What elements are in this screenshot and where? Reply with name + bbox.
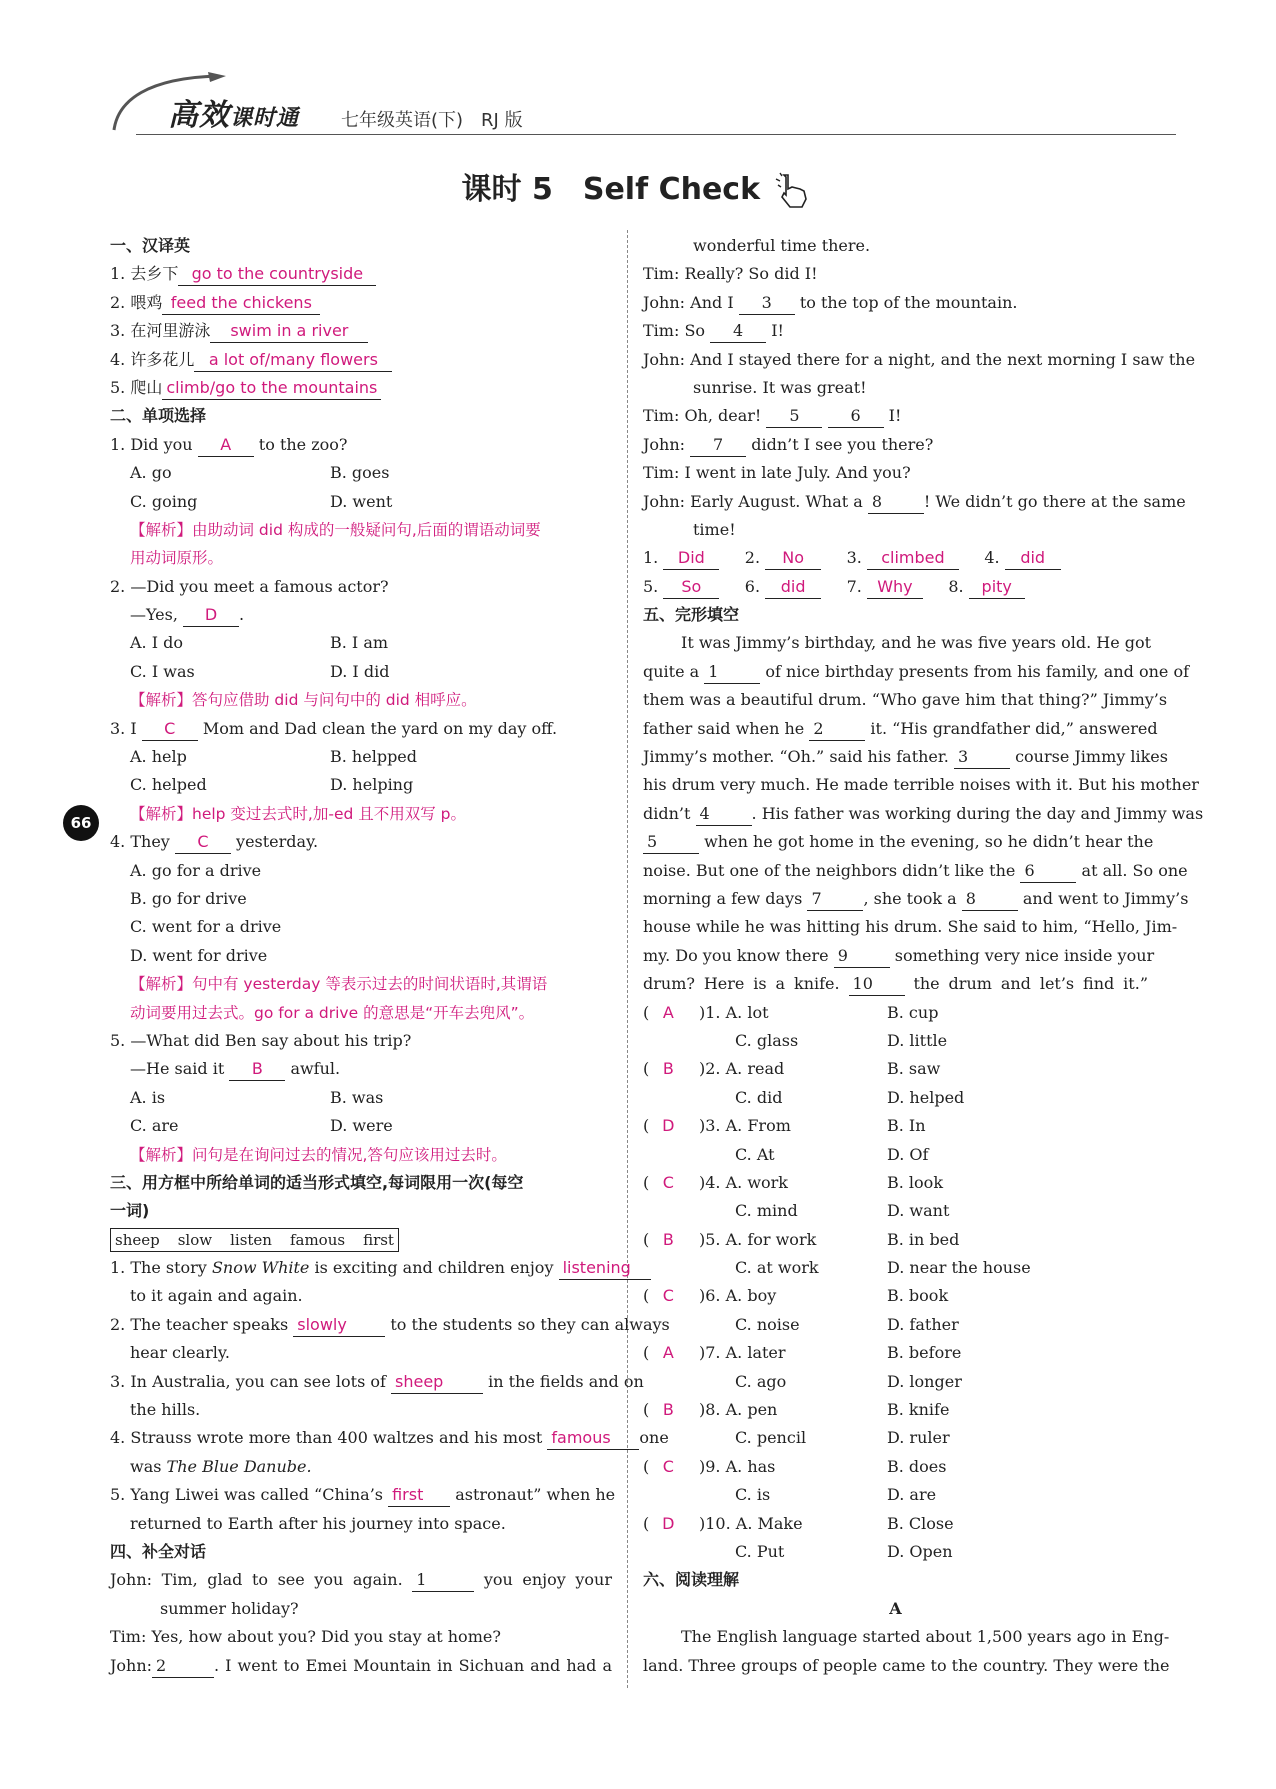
answer-blank: listening — [559, 1257, 651, 1280]
passage-text: . His father was working during the day and Jimmy was — [751, 803, 1204, 823]
dialogue-line: Tim: Yes, how about you? Did you stay at home? — [110, 1627, 501, 1647]
cloze-option: B. book — [887, 1286, 949, 1306]
fill-item — [110, 1311, 670, 1339]
dialogue-line — [110, 1566, 612, 1594]
cloze-item-cont — [643, 1197, 1148, 1225]
cloze-item — [643, 1055, 1148, 1083]
dialogue-blank: 5 — [766, 405, 822, 428]
cloze-option: D. helped — [887, 1087, 965, 1107]
cloze-option: C. ago — [735, 1371, 787, 1391]
dialogue-text: to the top of the mountain. — [799, 292, 1018, 312]
option: D. went for drive — [130, 945, 268, 965]
passage-line — [643, 885, 1189, 913]
question-text: to the zoo? — [258, 434, 348, 454]
options-row — [110, 771, 612, 799]
answer-blank: Why — [867, 576, 923, 599]
answer-blank: did — [765, 576, 821, 599]
item-prompt: 2. 喂鸡 — [110, 292, 163, 312]
cloze-option: )2. A. read — [699, 1059, 785, 1079]
dialogue-blank: 7 — [690, 434, 746, 457]
answer-blank: did — [1005, 547, 1061, 570]
cloze-option: D. father — [887, 1314, 959, 1334]
word-box-word: sheep — [115, 1230, 160, 1249]
cloze-option: )8. A. pen — [699, 1400, 778, 1420]
passage-text: and went to Jimmy’s — [1022, 888, 1189, 908]
option: D. helping — [330, 775, 414, 795]
option: B. was — [330, 1087, 384, 1107]
answer-bracket: ( B — [643, 1055, 699, 1083]
cloze-option: C. did — [735, 1087, 783, 1107]
options-row — [110, 459, 612, 487]
cloze-option: D. are — [887, 1485, 937, 1505]
brand-big: 高效 — [168, 98, 230, 133]
answer-bracket: ( B — [643, 1226, 699, 1254]
cloze-option: B. look — [887, 1172, 944, 1192]
header-rule — [136, 134, 1176, 135]
answer-row: 5. So 6. did 7. Why 8. pity — [643, 573, 1148, 601]
exercise-item — [110, 289, 612, 317]
item-prompt: 3. 在河里游泳 — [110, 321, 211, 341]
passage-line: house while he was hitting his drum. She said to him, “Hello, Jim- — [643, 917, 1178, 937]
explanation: 【解析】句中有 yesterday 等表示过去的时间状语时,其谓语 — [130, 975, 548, 994]
item-prompt: 4. 许多花儿 — [110, 349, 195, 369]
option: C. going — [130, 491, 198, 511]
dialogue-text: ! We didn’t go there at the same — [923, 491, 1186, 511]
dialogue-text: John: Tim, glad to see you again. — [110, 1570, 403, 1590]
word-box-word: listen — [230, 1230, 272, 1249]
option: A. go for a drive — [130, 860, 262, 880]
cloze-option: B. in bed — [887, 1229, 960, 1249]
cloze-option: D. want — [887, 1201, 950, 1221]
cloze-option: C. pencil — [735, 1428, 807, 1448]
question-text: 3. I — [110, 718, 137, 738]
item-text: in the fields and on — [488, 1371, 644, 1391]
answer-bracket: ( D — [643, 1510, 699, 1538]
cloze-answer: B — [662, 1229, 674, 1249]
option: A. help — [130, 747, 187, 767]
dialogue-text: John: Early August. What a — [643, 491, 863, 511]
cloze-option: B. cup — [887, 1002, 939, 1022]
cloze-option: B. knife — [887, 1400, 950, 1420]
answer-bracket: ( D — [643, 1112, 699, 1140]
cloze-item — [643, 1169, 1148, 1197]
fill-item — [110, 1481, 616, 1509]
dialogue-line — [643, 431, 1148, 459]
cloze-option: C. mind — [735, 1201, 798, 1221]
fill-item-cont: to it again and again. — [130, 1286, 303, 1306]
section-heading: 二、单项选择 — [110, 406, 207, 426]
passage-line — [643, 942, 1155, 970]
cloze-option: D. little — [887, 1030, 948, 1050]
passage-blank: 3 — [954, 746, 1010, 769]
answer-blank: pity — [969, 576, 1025, 599]
question — [110, 828, 612, 856]
option: A. is — [130, 1087, 166, 1107]
dialogue-line: wonderful time there. — [693, 236, 871, 255]
cloze-option: D. ruler — [887, 1428, 950, 1448]
answer-blank: climbed — [867, 547, 959, 570]
answer-blank: swim in a river — [210, 320, 368, 343]
cloze-option: )9. A. has — [699, 1456, 776, 1476]
cloze-option: C. At — [735, 1144, 775, 1164]
option: A. I do — [130, 633, 184, 653]
dialogue-text: John: — [643, 434, 686, 454]
explanation: 【解析】答句应借助 did 与问句中的 did 相呼应。 — [130, 691, 477, 710]
cloze-answer: A — [662, 1002, 674, 1022]
cloze-option: B. saw — [887, 1059, 941, 1079]
answer-bracket: ( B — [643, 1396, 699, 1424]
cloze-item-cont — [643, 1027, 1148, 1055]
passage-text: Jimmy’s mother. “Oh.” said his father. — [643, 747, 949, 767]
dialogue-blank: 8 — [868, 491, 924, 514]
passage-line — [643, 715, 1158, 743]
dialogue-line — [643, 402, 1148, 430]
answer-blank: a lot of/many flowers — [194, 349, 392, 372]
question: 5. —What did Ben say about his trip? — [110, 1030, 412, 1050]
question-text: —Yes, — [130, 605, 178, 625]
dialogue-text: Tim: Oh, dear! — [643, 406, 762, 426]
exercise-item — [110, 374, 612, 402]
answer-blank: climb/go to the mountains — [162, 377, 381, 400]
dialogue-blank: 6 — [828, 405, 884, 428]
answer-bracket: ( A — [643, 999, 699, 1027]
passage-blank: 9 — [834, 945, 890, 968]
passage-blank: 10 — [849, 973, 905, 996]
passage-text: of nice birthday presents from his family, and one of — [765, 661, 1190, 681]
fill-item — [110, 1424, 669, 1452]
passage-line — [643, 857, 1188, 885]
section-heading: 四、补全对话 — [110, 1541, 207, 1561]
cloze-answer: C — [662, 1172, 674, 1192]
answer-bracket: ( C — [643, 1169, 699, 1197]
passage-text: noise. But one of the neighbors didn’t like the — [643, 860, 1016, 880]
question: 2. —Did you meet a famous actor? — [110, 576, 389, 596]
item-text: to the students so they can always — [390, 1314, 670, 1334]
item-text: 2. The teacher speaks — [110, 1314, 289, 1334]
passage-line: land. Three groups of people came to the country. They were the — [643, 1655, 1170, 1675]
cloze-item — [643, 1282, 1148, 1310]
answer-blank: Did — [663, 547, 719, 570]
exercise-item — [110, 317, 612, 345]
cloze-option: C. noise — [735, 1314, 800, 1334]
item-text: 1. The story — [110, 1258, 207, 1278]
passage-text: didn’t — [643, 803, 691, 823]
word-box-row — [110, 1226, 612, 1254]
answer-blank: first — [388, 1484, 450, 1507]
word-box-word: first — [363, 1230, 394, 1249]
item-text: 4. Strauss wrote more than 400 waltzes and his most — [110, 1428, 543, 1448]
dialogue-text: . I went to Emei Mountain in Sichuan and had a — [214, 1655, 612, 1675]
cloze-option: )3. A. From — [699, 1116, 791, 1136]
option: C. are — [130, 1116, 179, 1136]
cloze-option: D. Of — [887, 1144, 929, 1164]
passage-text: at all. So one — [1081, 860, 1188, 880]
passage-blank: 4 — [696, 803, 752, 826]
passage-line — [643, 658, 1190, 686]
answer-blank: C — [175, 831, 231, 854]
fill-item-cont — [110, 1453, 612, 1481]
dialogue-blank: 4 — [710, 320, 766, 343]
option: B. helpped — [330, 747, 418, 767]
dialogue-blank: 2 — [152, 1655, 214, 1678]
passage-blank: 2 — [809, 718, 865, 741]
answer-blank: So — [663, 576, 719, 599]
cloze-item — [643, 1226, 1148, 1254]
cloze-option: D. longer — [887, 1371, 962, 1391]
answer-blank: famous — [547, 1427, 639, 1450]
passage-blank: 6 — [1020, 860, 1076, 883]
options-row — [110, 658, 612, 686]
question — [110, 431, 612, 459]
option: B. go for drive — [130, 888, 247, 908]
fill-item-cont: hear clearly. — [130, 1343, 230, 1363]
dialogue-blank: 3 — [739, 292, 795, 315]
answer-blank: B — [229, 1058, 285, 1081]
answer-blank: sheep — [391, 1371, 483, 1394]
options-row — [110, 1112, 612, 1140]
passage-blank: 8 — [962, 888, 1018, 911]
dialogue-text: John: And I — [643, 292, 734, 312]
answer-bracket: ( C — [643, 1282, 699, 1310]
item-text: The Blue Danube. — [166, 1456, 312, 1476]
fill-item-cont: returned to Earth after his journey into space. — [130, 1513, 506, 1533]
answer-blank: go to the countryside — [178, 263, 376, 286]
section-heading: 一词) — [110, 1201, 150, 1221]
fill-item — [110, 1254, 631, 1282]
answer-blank: feed the chickens — [162, 292, 320, 315]
passage-text: something very nice inside your — [894, 945, 1155, 965]
question-text: yesterday. — [236, 832, 319, 852]
cloze-option: B. before — [887, 1343, 962, 1363]
item-text: astronaut” when he — [455, 1485, 616, 1505]
word-box-word: slow — [177, 1230, 213, 1249]
dialogue-line — [110, 1652, 612, 1680]
passage-text: when he got home in the evening, so he didn’t hear the — [704, 832, 1154, 852]
cloze-item-cont — [643, 1141, 1148, 1169]
passage-text: quite a — [643, 661, 700, 681]
cloze-answer: D — [662, 1116, 675, 1136]
cloze-option: C. is — [735, 1485, 771, 1505]
answer-bracket: ( C — [643, 1453, 699, 1481]
item-text: 3. In Australia, you can see lots of — [110, 1371, 386, 1391]
cloze-answer: D — [662, 1513, 675, 1533]
dialogue-line: summer holiday? — [160, 1598, 299, 1618]
question-text: awful. — [290, 1059, 341, 1079]
question — [110, 715, 612, 743]
item-text: 5. Yang Liwei was called “China’s — [110, 1485, 383, 1505]
answer-blank: D — [183, 604, 239, 627]
cloze-option: D. near the house — [887, 1258, 1031, 1278]
word-box — [110, 1228, 399, 1252]
passage-text: father said when he — [643, 718, 805, 738]
option: B. goes — [330, 463, 390, 483]
answer-blank: C — [142, 718, 198, 741]
passage-blank: 7 — [807, 888, 863, 911]
dialogue-text: you enjoy your — [483, 1570, 612, 1590]
lesson-title-text: 课时 5 Self Check — [461, 172, 761, 207]
passage-line: It was Jimmy’s birthday, and he was five years old. He got — [681, 633, 1152, 653]
item-text: one — [639, 1428, 669, 1448]
page-number: 66 — [63, 805, 99, 841]
dialogue-text: didn’t I see you there? — [751, 434, 934, 454]
passage-text: morning a few days — [643, 888, 803, 908]
cloze-items — [643, 999, 1148, 1567]
dialogue-line — [643, 289, 1148, 317]
answer-bracket: ( A — [643, 1339, 699, 1367]
word-box-word: famous — [289, 1230, 346, 1249]
dialogue-line: time! — [693, 519, 736, 539]
passage-line — [643, 970, 1148, 998]
option: C. went for a drive — [130, 917, 282, 937]
passage-line — [643, 743, 1168, 771]
brand-title — [168, 90, 299, 134]
question — [110, 601, 612, 629]
passage-line — [643, 828, 1154, 856]
section-heading: 六、阅读理解 — [643, 1570, 740, 1590]
brand-small: 课时通 — [230, 105, 300, 131]
passage-text: , she took a — [863, 888, 957, 908]
cloze-option: B. In — [887, 1116, 926, 1136]
answer-blank: slowly — [293, 1314, 385, 1337]
dialogue-line — [643, 488, 1186, 516]
section-heading: 一、汉译英 — [110, 236, 191, 255]
item-prompt: 5. 爬山 — [110, 377, 163, 397]
cloze-item — [643, 1396, 1148, 1424]
question-text: —He said it — [130, 1059, 225, 1079]
option: C. I was — [130, 661, 195, 681]
cloze-option: )7. A. later — [699, 1343, 786, 1363]
lesson-title — [0, 164, 1276, 211]
cloze-answer: C — [662, 1286, 674, 1306]
passage-label: A — [889, 1598, 902, 1618]
dialogue-text: John: — [110, 1655, 153, 1675]
dialogue-line: sunrise. It was great! — [693, 377, 867, 397]
options-row — [110, 629, 612, 657]
item-text: Snow White — [211, 1258, 310, 1278]
passage-text: course Jimmy likes — [1015, 747, 1168, 767]
option: D. went — [330, 491, 393, 511]
explanation: 【解析】help 变过去式时,加-ed 且不用双写 p。 — [130, 804, 467, 823]
answer-blank: A — [198, 434, 254, 457]
dialogue-text: I! — [888, 406, 902, 426]
explanation: 【解析】问句是在询问过去的情况,答句应该用过去时。 — [130, 1145, 507, 1164]
cloze-option: D. Open — [887, 1541, 953, 1561]
passage-text: the drum and let’s find it.” — [913, 974, 1148, 994]
option: B. I am — [330, 633, 389, 653]
question-text: 4. They — [110, 832, 170, 852]
pointing-hand-icon — [774, 171, 814, 211]
section-heading: 五、完形填空 — [643, 605, 740, 625]
explanation: 用动词原形。 — [130, 549, 224, 568]
fill-item — [110, 1368, 644, 1396]
cloze-item-cont — [643, 1311, 1148, 1339]
passage-line: them was a beautiful drum. “Who gave him that thing?” Jimmy’s — [643, 690, 1168, 710]
item-prompt: 1. 去乡下 — [110, 264, 179, 284]
book-subtitle: 七年级英语(下) RJ 版 — [341, 110, 523, 131]
dialogue-text: Tim: So — [643, 321, 706, 341]
passage-text: my. Do you know there — [643, 945, 829, 965]
cloze-option: B. Close — [887, 1513, 954, 1533]
right-column — [643, 232, 1204, 1680]
cloze-option: C. glass — [735, 1030, 799, 1050]
cloze-option: C. Put — [735, 1541, 785, 1561]
cloze-option: B. does — [887, 1456, 947, 1476]
question-text: 1. Did you — [110, 434, 193, 454]
options-row — [110, 743, 612, 771]
answer-blank: No — [765, 547, 821, 570]
cloze-answer: C — [662, 1456, 674, 1476]
passage-blank: 5 — [643, 831, 699, 854]
cloze-option: )1. A. lot — [699, 1002, 769, 1022]
passage-line: his drum very much. He made terrible noises with it. But his mother — [643, 775, 1199, 795]
question — [110, 1055, 612, 1083]
cloze-option: )4. A. work — [699, 1172, 788, 1192]
cloze-item-cont — [643, 1254, 1148, 1282]
options-row — [110, 1084, 612, 1112]
cloze-item — [643, 1112, 1148, 1140]
passage-line — [643, 800, 1204, 828]
column-divider — [627, 230, 628, 1688]
item-text: is exciting and children enjoy — [314, 1258, 554, 1278]
cloze-item — [643, 1510, 1148, 1538]
cloze-item-cont — [643, 1084, 1148, 1112]
cloze-option: )5. A. for work — [699, 1229, 817, 1249]
cloze-answer: A — [662, 1343, 674, 1363]
explanation: 动词要用过去式。go for a drive 的意思是“开车去兜风”。 — [130, 1003, 535, 1022]
exercise-item — [110, 260, 612, 288]
cloze-item-cont — [643, 1481, 1148, 1509]
cloze-answer: B — [662, 1059, 674, 1079]
cloze-item — [643, 999, 1148, 1027]
cloze-option: )6. A. boy — [699, 1286, 777, 1306]
dialogue-text: I! — [771, 321, 784, 341]
options-row — [110, 488, 612, 516]
dialogue-line — [643, 317, 1148, 345]
cloze-answer: B — [662, 1400, 674, 1420]
dialogue-line: Tim: Really? So did I! — [643, 264, 818, 284]
passage-text: drum? Here is a knife. — [643, 974, 840, 994]
question-text: . — [239, 605, 245, 625]
answer-row: 1. Did 2. No 3. climbed 4. did — [643, 544, 1148, 572]
option: D. were — [330, 1116, 393, 1136]
cloze-item — [643, 1453, 1148, 1481]
cloze-item-cont — [643, 1368, 1148, 1396]
dialogue-line: Tim: I went in late July. And you? — [643, 463, 911, 483]
option: A. go — [130, 463, 172, 483]
cloze-option: C. at work — [735, 1258, 819, 1278]
dialogue-line: John: And I stayed there for a night, and the next morning I saw the — [643, 349, 1196, 369]
option: C. helped — [130, 775, 207, 795]
passage-blank: 1 — [704, 661, 760, 684]
cloze-item-cont — [643, 1424, 1148, 1452]
cloze-item-cont — [643, 1538, 1148, 1566]
question-text: Mom and Dad clean the yard on my day off. — [202, 718, 558, 738]
fill-item-cont: the hills. — [130, 1400, 201, 1420]
dialogue-blank: 1 — [412, 1569, 474, 1592]
section-heading: 三、用方框中所给单词的适当形式填空,每词限用一次(每空 — [110, 1172, 524, 1192]
page-header — [108, 70, 1168, 140]
cloze-item — [643, 1339, 1148, 1367]
passage-text: it. “His grandfather did,” answered — [870, 718, 1158, 738]
option: D. I did — [330, 661, 390, 681]
cloze-option: )10. A. Make — [699, 1513, 803, 1533]
passage-line: The English language started about 1,500 years ago in Eng- — [681, 1627, 1170, 1647]
explanation: 【解析】由助动词 did 构成的一般疑问句,后面的谓语动词要 — [130, 520, 541, 539]
exercise-item — [110, 346, 612, 374]
item-text: was — [130, 1456, 162, 1476]
